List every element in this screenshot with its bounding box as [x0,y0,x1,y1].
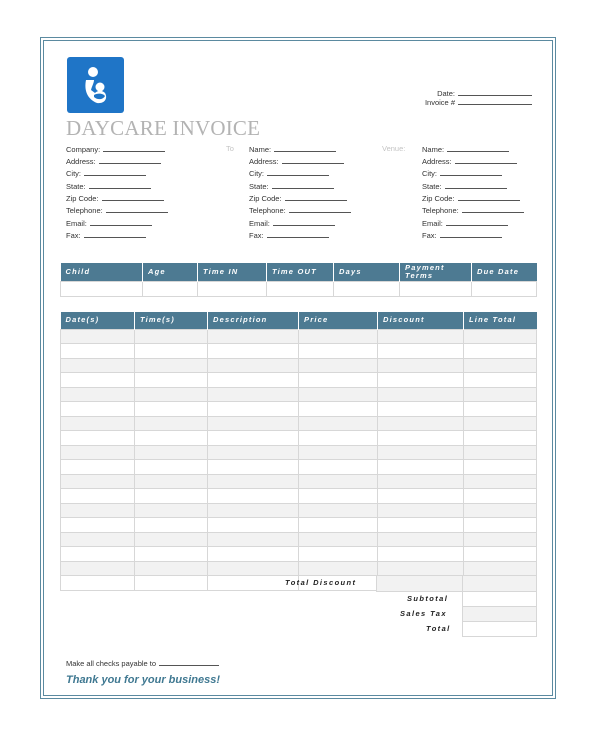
table-cell[interactable] [208,445,299,460]
table-cell[interactable] [61,445,135,460]
table-cell[interactable] [208,344,299,359]
table-row [61,329,537,344]
table-cell[interactable] [299,431,378,446]
table-cell[interactable] [299,532,378,547]
table-row [61,445,537,460]
table-cell[interactable] [61,489,135,504]
table-cell[interactable] [464,344,537,359]
table-cell[interactable] [208,503,299,518]
company-fax-field[interactable]: Fax: [66,231,146,240]
to-email-field[interactable]: Email: [249,219,335,228]
table-cell[interactable] [464,460,537,475]
table-row [61,281,537,296]
table-cell[interactable] [464,373,537,388]
table-cell[interactable] [299,445,378,460]
table-cell[interactable] [378,503,464,518]
table-row [61,474,537,489]
col-days: Days [334,263,400,281]
venue-state-field[interactable]: State: [422,182,507,191]
table-cell[interactable] [464,445,537,460]
table-row [61,561,537,576]
table-cell[interactable] [299,373,378,388]
to-heading: To [226,144,234,153]
venue-city-field[interactable]: City: [422,169,502,178]
table-cell[interactable] [299,547,378,562]
col-due-date: Due Date [472,263,537,281]
table-cell[interactable] [464,474,537,489]
venue-address-field[interactable]: Address: [422,157,517,166]
table-cell[interactable] [208,460,299,475]
mother-child-icon [67,57,124,113]
venue-name-field[interactable]: Name: [422,145,509,154]
table-cell[interactable] [208,489,299,504]
table-cell[interactable] [61,416,135,431]
total-discount-linetotal-box[interactable] [462,575,537,592]
table-cell[interactable] [378,561,464,576]
venue-telephone-field[interactable]: Telephone: [422,206,524,215]
table-cell[interactable] [61,373,135,388]
table-cell[interactable] [299,518,378,533]
table-row [61,358,537,373]
table-cell[interactable] [61,576,135,591]
table-cell[interactable] [135,445,208,460]
table-cell[interactable] [135,387,208,402]
to-fax-field[interactable]: Fax: [249,231,329,240]
table-cell[interactable] [208,329,299,344]
table-cell[interactable] [464,532,537,547]
col-line-total: Line Total [464,312,537,329]
table-cell[interactable] [135,503,208,518]
table-row [61,402,537,417]
table-cell[interactable] [378,344,464,359]
table-cell[interactable] [61,431,135,446]
company-address-field[interactable]: Address: [66,157,161,166]
table-cell[interactable] [299,387,378,402]
table-row [61,503,537,518]
to-address-field[interactable]: Address: [249,157,344,166]
table-row [61,387,537,402]
table-cell[interactable] [378,387,464,402]
table-cell[interactable] [299,329,378,344]
subtotal-box[interactable] [462,591,537,607]
col-age: Age [143,263,198,281]
table-cell[interactable] [299,503,378,518]
table-row [61,489,537,504]
col-description: Description [208,312,299,329]
table-cell[interactable] [135,460,208,475]
table-cell[interactable] [299,402,378,417]
company-email-field[interactable]: Email: [66,219,152,228]
table-cell[interactable] [299,561,378,576]
col-payment-terms: Payment Terms [400,263,472,281]
table-row [61,547,537,562]
col-child: Child [61,263,143,281]
table-cell[interactable] [61,547,135,562]
table-cell[interactable] [464,402,537,417]
col-dates: Date(s) [61,312,135,329]
table-cell[interactable] [61,532,135,547]
subtotal-label: Subtotal [407,594,449,603]
table-cell[interactable] [135,561,208,576]
col-time-out: Time OUT [267,263,334,281]
date-field[interactable]: Date: [420,89,532,98]
table-cell[interactable] [61,387,135,402]
table-cell[interactable] [464,416,537,431]
table-cell[interactable] [464,431,537,446]
table-cell[interactable] [61,474,135,489]
to-state-field[interactable]: State: [249,182,334,191]
table-cell[interactable] [135,532,208,547]
venue-fax-field[interactable]: Fax: [422,231,502,240]
page-title: DAYCARE INVOICE [66,116,261,140]
table-cell[interactable] [61,329,135,344]
attendance-table [60,263,537,297]
table-cell[interactable] [208,547,299,562]
table-row [61,518,537,533]
table-row [61,431,537,446]
checks-payable-field[interactable]: Make all checks payable to [66,659,219,668]
table-cell[interactable] [208,431,299,446]
table-row [61,532,537,547]
table-cell[interactable] [378,358,464,373]
table-cell[interactable] [135,402,208,417]
table-cell[interactable] [378,445,464,460]
table-cell[interactable] [135,329,208,344]
table-cell[interactable] [464,518,537,533]
table-row [61,344,537,359]
table-cell[interactable] [135,431,208,446]
table-cell[interactable] [135,344,208,359]
table-cell[interactable] [208,561,299,576]
col-time-in: Time IN [198,263,267,281]
table-cell[interactable] [61,358,135,373]
table-row [61,460,537,475]
table-row [61,373,537,388]
table-cell[interactable] [378,547,464,562]
company-state-field[interactable]: State: [66,182,151,191]
table-cell[interactable] [208,474,299,489]
table-cell[interactable] [378,373,464,388]
company-telephone-field[interactable]: Telephone: [66,206,168,215]
company-zip-field[interactable]: Zip Code: [66,194,164,203]
table-cell[interactable] [208,373,299,388]
total-box[interactable] [462,621,537,637]
venue-email-field[interactable]: Email: [422,219,508,228]
table-cell[interactable] [208,532,299,547]
table-cell[interactable] [464,358,537,373]
total-discount-label: Total Discount [285,578,357,587]
table-cell[interactable] [464,387,537,402]
to-telephone-field[interactable]: Telephone: [249,206,351,215]
sales-tax-box[interactable] [462,606,537,622]
to-city-field[interactable]: City: [249,169,329,178]
table-cell[interactable] [464,503,537,518]
table-cell[interactable] [378,402,464,417]
table-cell[interactable] [378,532,464,547]
to-zip-field[interactable]: Zip Code: [249,194,347,203]
table-cell[interactable] [135,474,208,489]
table-cell[interactable] [208,387,299,402]
table-cell[interactable] [299,460,378,475]
table-cell[interactable] [378,431,464,446]
table-cell[interactable] [378,474,464,489]
table-cell[interactable] [61,460,135,475]
table-cell[interactable] [208,358,299,373]
table-cell[interactable] [378,489,464,504]
venue-zip-field[interactable]: Zip Code: [422,194,520,203]
table-cell[interactable] [464,561,537,576]
table-cell[interactable] [208,518,299,533]
table-cell[interactable] [299,416,378,431]
sales-tax-label: Sales Tax [400,609,447,618]
table-cell[interactable] [135,576,208,591]
table-cell[interactable] [135,518,208,533]
table-cell[interactable] [135,373,208,388]
table-cell[interactable] [299,344,378,359]
line-items-table [60,312,537,591]
table-cell[interactable] [61,518,135,533]
company-city-field[interactable]: City: [66,169,146,178]
table-row [61,416,537,431]
table-cell[interactable] [299,489,378,504]
table-cell[interactable] [299,474,378,489]
table-cell[interactable] [208,402,299,417]
col-discount: Discount [378,312,464,329]
thank-you-message: Thank you for your business! [66,674,221,686]
table-cell[interactable] [378,329,464,344]
table-cell[interactable] [61,503,135,518]
table-cell[interactable] [299,358,378,373]
table-cell[interactable] [135,416,208,431]
table-cell[interactable] [464,489,537,504]
to-name-field[interactable]: Name: [249,145,336,154]
venue-heading: Venue: [382,144,406,153]
table-cell[interactable] [135,358,208,373]
col-price: Price [299,312,378,329]
table-cell[interactable] [61,402,135,417]
table-cell[interactable] [135,489,208,504]
table-cell[interactable] [61,344,135,359]
table-cell[interactable] [378,460,464,475]
col-times: Time(s) [135,312,208,329]
table-cell[interactable] [135,547,208,562]
table-cell[interactable] [464,329,537,344]
company-field[interactable]: Company: [66,145,165,154]
table-cell[interactable] [378,518,464,533]
table-cell[interactable] [208,416,299,431]
table-cell[interactable] [378,416,464,431]
table-cell[interactable] [61,561,135,576]
table-cell[interactable] [464,547,537,562]
total-discount-box[interactable] [376,575,464,592]
invoice-number-field[interactable]: Invoice # [420,98,532,107]
total-label: Total [426,624,451,633]
